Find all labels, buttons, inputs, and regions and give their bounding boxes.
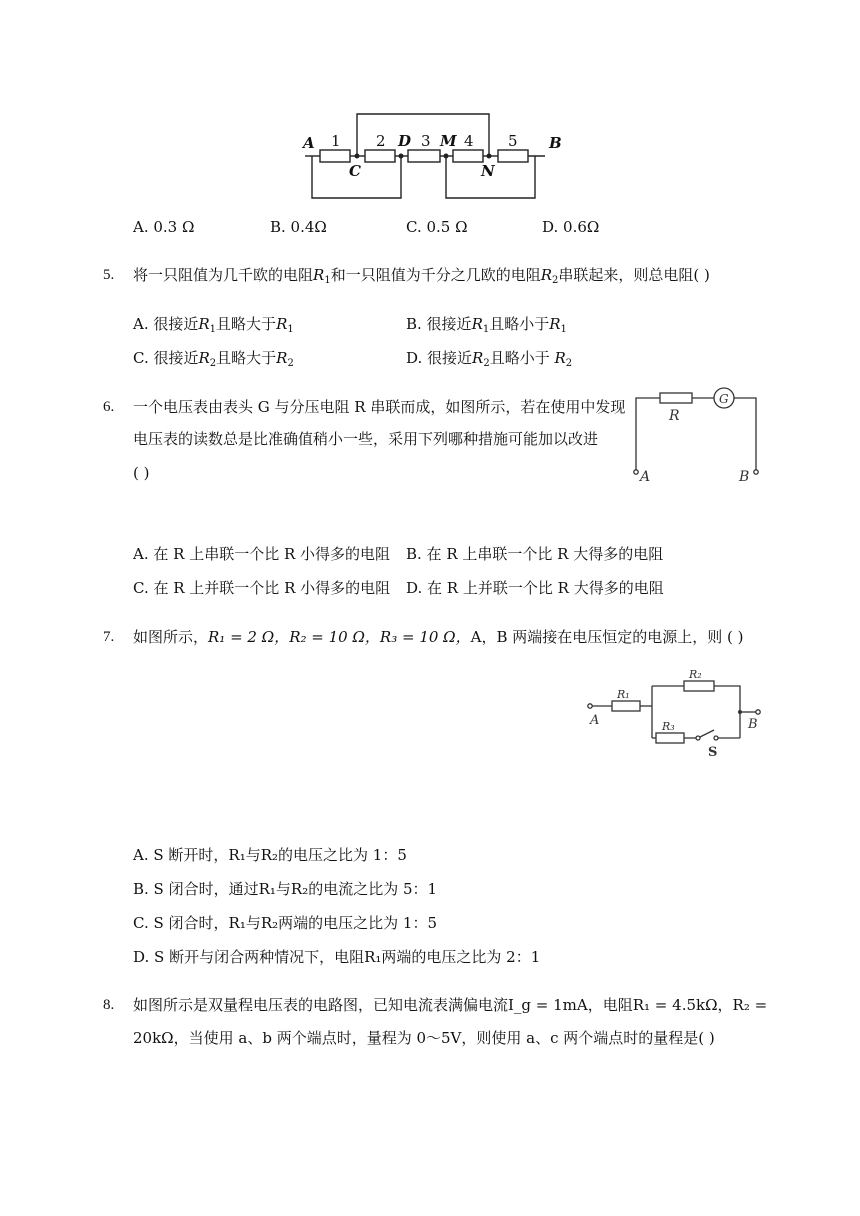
fig1-label-A: A	[303, 134, 315, 152]
q5-stem: 将一只阻值为几千欧的电阻$R_1$和一只阻值为千分之几欧的电阻$R_2$串联起来，则总电阻( )	[133, 266, 710, 286]
fig7-label-B: B	[748, 717, 758, 732]
q6-number: 6.	[103, 399, 115, 415]
fig6-label-G: G	[719, 392, 729, 406]
q7-number: 7.	[103, 629, 115, 645]
resistor-2	[365, 150, 395, 162]
resistor-5	[498, 150, 528, 162]
fig7-label-S: S	[708, 745, 718, 760]
q5-number: 5.	[103, 267, 115, 283]
q6-option-a: A. 在 R 上串联一个比 R 小得多的电阻	[133, 545, 391, 563]
q7-option-c: C. S 闭合时，R₁与R₂两端的电压之比为 1：5	[133, 914, 437, 932]
q8-stem-line2: 20kΩ，当使用 a、b 两个端点时，量程为 0～5V，则使用 a、c 两个端点时的量程是( )	[133, 1029, 715, 1047]
figure-circuit-r1r2r3	[580, 660, 770, 760]
fig1-label-3: 3	[421, 132, 431, 150]
q5-option-a: A. 很接近$R_1$且略大于$R_1$	[133, 315, 294, 335]
resistor-3	[408, 150, 440, 162]
q5-option-b: B. 很接近$R_1$且略小于$R_1$	[406, 315, 567, 335]
fig6-label-B: B	[739, 469, 750, 485]
q4-option-b: B. 0.4Ω	[270, 218, 327, 236]
fig1-label-M: M	[440, 132, 457, 150]
q7-option-d: D. S 断开与闭合两种情况下，电阻R₁两端的电压之比为 2：1	[133, 948, 541, 966]
resistor-R2	[684, 681, 714, 691]
fig7-label-A: A	[590, 713, 600, 728]
q6-stem-line2: 电压表的读数总是比准确值稍小一些，采用下列哪种措施可能加以改进	[133, 430, 599, 448]
figure-voltmeter	[628, 384, 768, 488]
q4-option-d: D. 0.6Ω	[542, 218, 600, 236]
fig1-label-4: 4	[464, 132, 474, 150]
switch-S	[700, 730, 714, 737]
q5-option-d: D. 很接近$R_2$且略小于 $R_2$	[406, 349, 573, 369]
q6-option-d: D. 在 R 上并联一个比 R 大得多的电阻	[406, 579, 664, 597]
figure-resistor-network	[295, 108, 575, 208]
q6-option-b: B. 在 R 上串联一个比 R 大得多的电阻	[406, 545, 664, 563]
fig6-label-R: R	[669, 408, 680, 424]
resistor-1	[320, 150, 350, 162]
q7-option-a: A. S 断开时，R₁与R₂的电压之比为 1：5	[133, 846, 407, 864]
q4-option-c: C. 0.5 Ω	[406, 218, 468, 236]
resistor-R1	[612, 701, 640, 711]
resistor-R3	[656, 733, 684, 743]
fig1-label-N: N	[481, 162, 495, 180]
q7-option-b: B. S 闭合时，通过R₁与R₂的电流之比为 5：1	[133, 880, 438, 898]
q8-stem-line1: 如图所示是双量程电压表的电路图，已知电流表满偏电流I_g = 1mA，电阻R₁ = 4.5kΩ，R₂ =	[133, 996, 768, 1014]
fig7-label-R1: R₁	[617, 688, 630, 701]
q7-stem: 如图所示，R₁ = 2 Ω，R₂ = 10 Ω，R₃ = 10 Ω，A，B 两端接在电压恒定的电源上，则 ( )	[133, 628, 744, 646]
q6-option-c: C. 在 R 上并联一个比 R 小得多的电阻	[133, 579, 391, 597]
q8-number: 8.	[103, 997, 115, 1013]
q6-stem-line1: 一个电压表由表头 G 与分压电阻 R 串联而成，如图所示，若在使用中发现	[133, 398, 626, 416]
fig7-label-R2: R₂	[689, 668, 702, 681]
fig7-label-R3: R₃	[662, 720, 675, 733]
q5-option-c: C. 很接近$R_2$且略大于$R_2$	[133, 349, 294, 369]
fig1-label-2: 2	[376, 132, 386, 150]
fig6-label-A: A	[640, 469, 651, 485]
fig1-label-1: 1	[331, 132, 341, 150]
q4-option-a: A. 0.3 Ω	[133, 218, 195, 236]
q6-stem-line3: ( )	[133, 464, 150, 482]
fig1-label-5: 5	[508, 132, 518, 150]
resistor-R	[660, 393, 692, 403]
fig1-label-D: D	[398, 132, 412, 150]
fig1-label-B: B	[549, 134, 562, 152]
fig1-label-C: C	[349, 162, 361, 180]
resistor-4	[453, 150, 483, 162]
